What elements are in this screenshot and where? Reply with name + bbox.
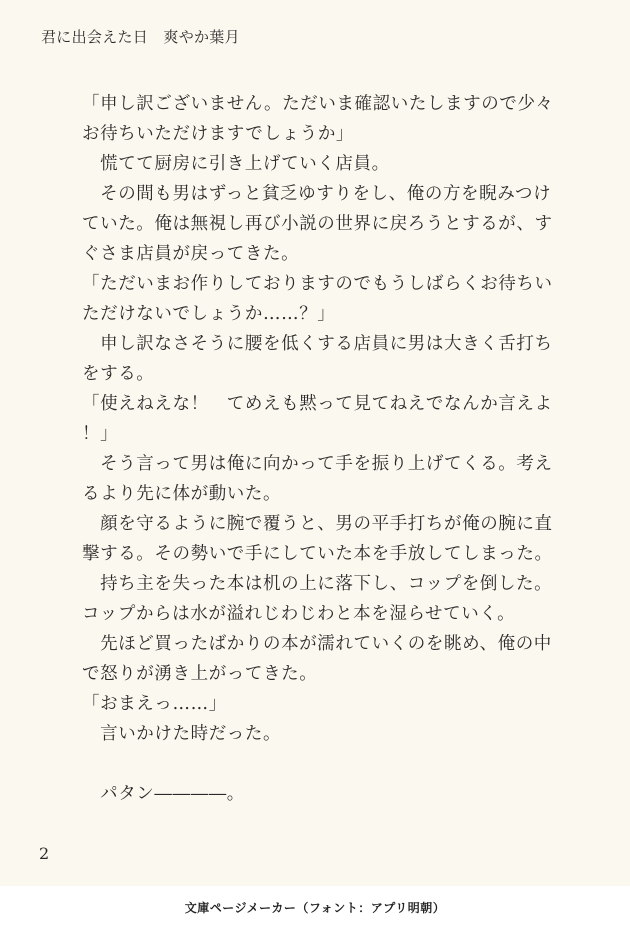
page-header-title: 君に出会えた日 爽やか葉月 [41, 28, 240, 46]
text-line: をする。 [82, 364, 155, 384]
blank-line [82, 749, 552, 779]
text-line: ！」 [82, 424, 119, 444]
text-line: 持ち主を失った本は机の上に落下し、コップを倒した。 [82, 574, 553, 594]
text-line: そう言って男は俺に向かって手を振り上げてくる。考え [82, 454, 553, 474]
text-line: パタン――――。 [82, 784, 245, 804]
text-line: 顔を守るように腕で覆うと、男の平手打ちが俺の腕に直 [82, 514, 553, 534]
text-line: コップからは水が溢れじわじわと本を湿らせていく。 [82, 604, 516, 624]
text-line: 「申し訳ございません。ただいま確認いたしますので少々 [82, 94, 554, 114]
text-line: 「使えねえな！ てめえも黙って見てねえでなんか言えよ [82, 394, 553, 414]
text-line: ぐさま店員が戻ってきた。 [82, 244, 300, 264]
text-line: で怒りが湧き上がってきた。 [82, 664, 318, 684]
page-number: 2 [39, 844, 50, 863]
body-text [82, 89, 552, 809]
text-line: お待ちいただけますでしょうか」 [82, 124, 355, 144]
footer-credit: 文庫ページメーカー（フォント：アプリ明朝） [184, 901, 446, 915]
text-line: その間も男はずっと貧乏ゆすりをし、俺の方を睨みつけ [82, 184, 552, 204]
text-line: 申し訳なさそうに腰を低くする店員に男は大きく舌打ち [82, 334, 553, 354]
text-line: ていた。俺は無視し再び小説の世界に戻ろうとするが、す [82, 214, 553, 234]
text-line: 慌てて厨房に引き上げていく店員。 [82, 154, 390, 174]
text-line: 撃する。その勢いで手にしていた本を手放してしまった。 [82, 544, 553, 564]
text-line: 「ただいまお作りしておりますのでもうしばらくお待ちい [82, 274, 553, 294]
text-line: るより先に体が動いた。 [82, 484, 282, 504]
text-line: ただけないでしょうか……？」 [82, 304, 336, 324]
text-line: 先ほど買ったばかりの本が濡れていくのを眺め、俺の中 [82, 634, 552, 654]
text-line: 「おまえっ……」 [82, 694, 227, 714]
text-line: 言いかけた時だった。 [82, 724, 282, 744]
